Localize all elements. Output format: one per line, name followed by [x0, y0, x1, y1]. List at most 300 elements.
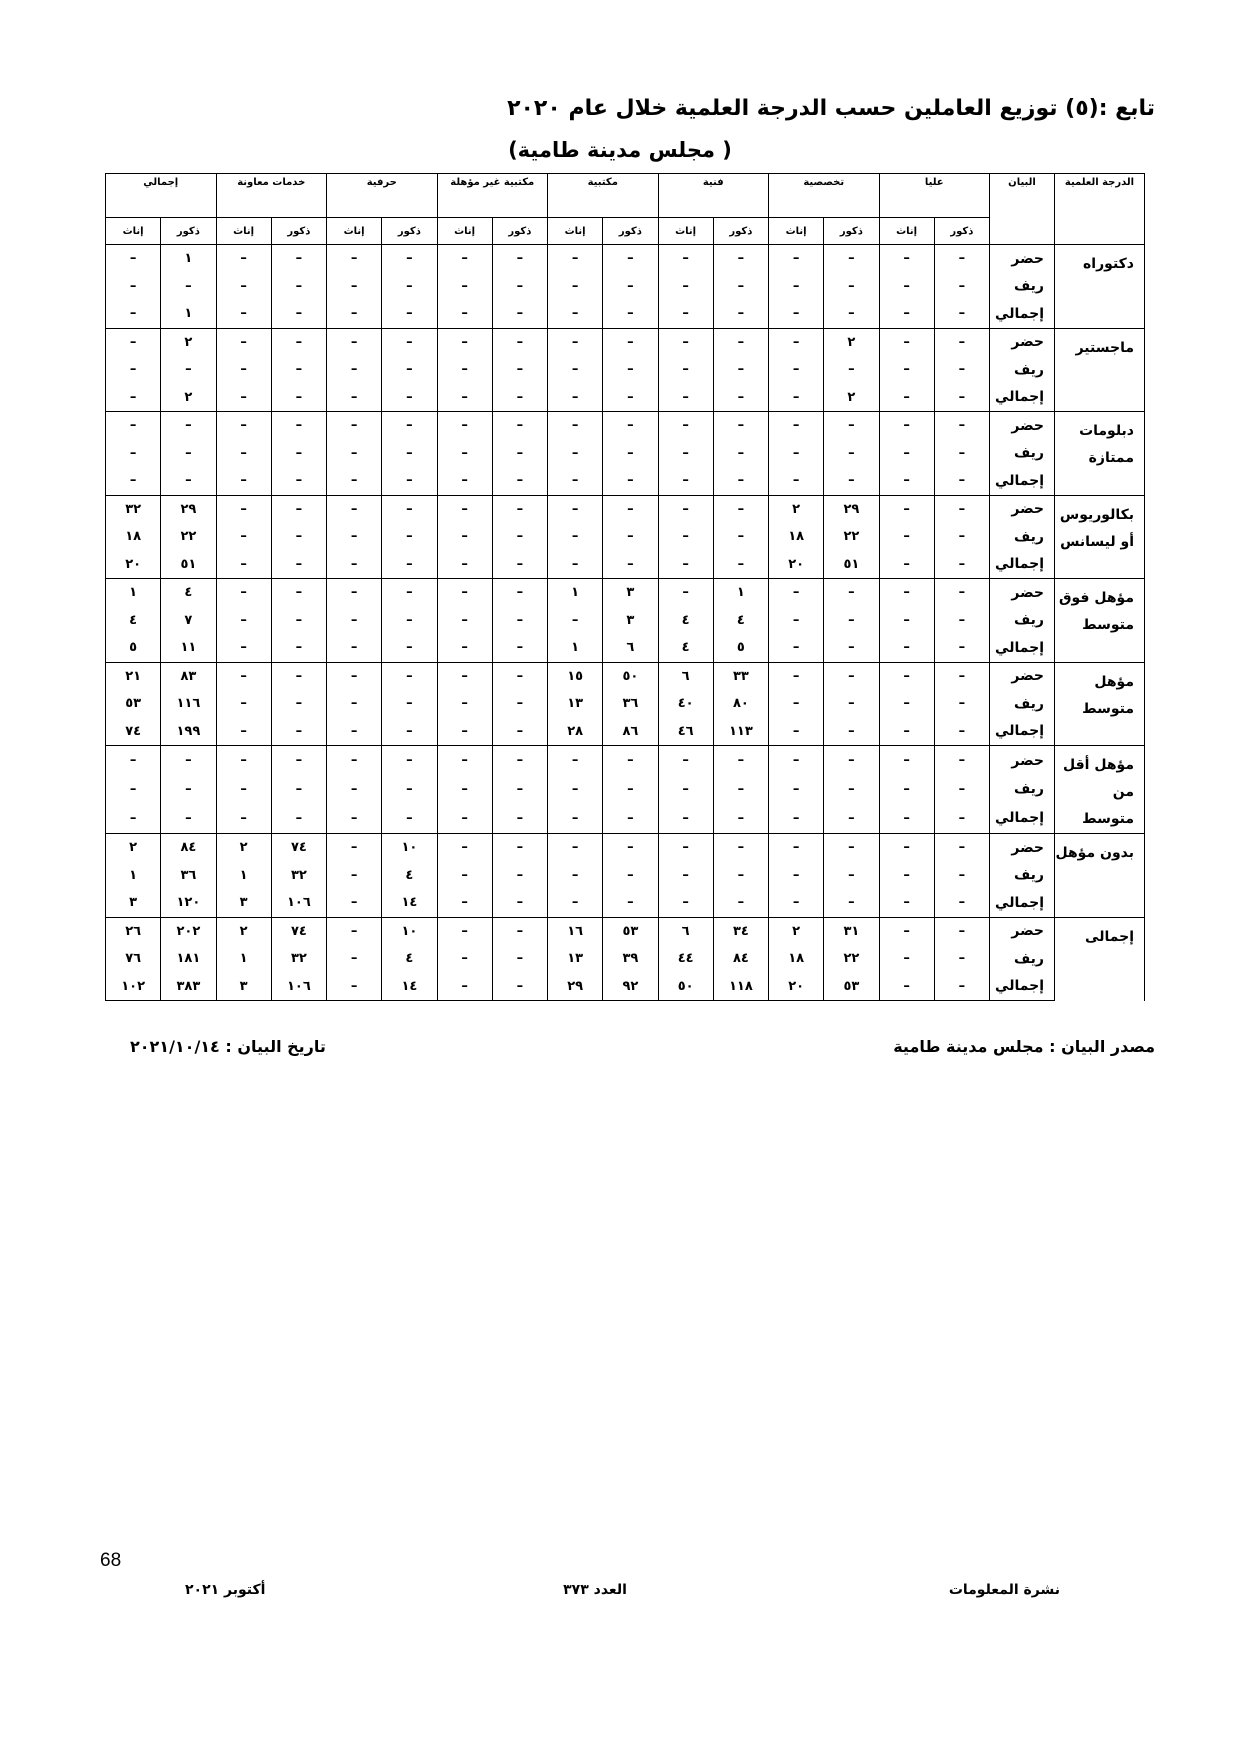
value-cell: – [161, 273, 216, 301]
value-cell: – [271, 607, 326, 635]
value-cell: – [216, 245, 271, 273]
value-cell: ٢٢ [824, 523, 879, 551]
degree-cell [1055, 746, 1145, 834]
value-cell: – [824, 634, 879, 662]
row-label: حضر [990, 662, 1055, 690]
table-row [106, 273, 1145, 301]
value-cell: – [879, 245, 934, 273]
value-cell: – [327, 300, 382, 328]
value-cell: – [216, 356, 271, 384]
header-male: ذكور [713, 218, 768, 245]
value-cell: – [492, 356, 547, 384]
value-cell: – [879, 889, 934, 917]
subheader-row [106, 218, 1145, 245]
value-cell: ١٢٠ [161, 889, 216, 917]
value-cell: – [382, 551, 437, 579]
value-cell: – [879, 746, 934, 776]
value-cell: – [437, 889, 492, 917]
value-cell: – [271, 273, 326, 301]
value-cell: – [271, 662, 326, 690]
value-cell: – [492, 973, 547, 1001]
value-cell: – [658, 579, 713, 607]
value-cell: – [603, 467, 658, 495]
value-cell: – [106, 412, 161, 440]
value-cell: – [437, 273, 492, 301]
value-cell: – [216, 300, 271, 328]
value-cell: – [437, 804, 492, 834]
value-cell: – [437, 917, 492, 945]
value-cell: – [271, 467, 326, 495]
value-cell: – [271, 690, 326, 718]
value-cell: – [824, 440, 879, 468]
value-cell: – [271, 328, 326, 356]
value-cell: – [713, 245, 768, 273]
value-cell: ٢٦ [106, 917, 161, 945]
value-cell: – [879, 775, 934, 804]
value-cell: ٢ [824, 384, 879, 412]
value-cell: – [271, 356, 326, 384]
value-cell: ١ [216, 945, 271, 973]
value-cell: – [492, 245, 547, 273]
value-cell: – [713, 440, 768, 468]
value-cell: ٥٠ [603, 662, 658, 690]
value-cell: – [382, 523, 437, 551]
row-label: حضر [990, 412, 1055, 440]
value-cell: – [216, 804, 271, 834]
header-male: ذكور [824, 218, 879, 245]
value-cell: ٢٠٢ [161, 917, 216, 945]
value-cell: – [106, 440, 161, 468]
value-cell: – [824, 273, 879, 301]
value-cell: – [769, 300, 824, 328]
value-cell: ٩٢ [603, 973, 658, 1001]
value-cell: – [769, 862, 824, 890]
value-cell: – [437, 356, 492, 384]
value-cell: ١ [548, 634, 603, 662]
value-cell: – [769, 245, 824, 273]
value-cell: ٣٦ [603, 690, 658, 718]
value-cell: – [713, 328, 768, 356]
value-cell: ٢ [216, 834, 271, 862]
value-cell: – [769, 356, 824, 384]
value-cell: – [106, 328, 161, 356]
value-cell: – [327, 579, 382, 607]
row-label: ريف [990, 273, 1055, 301]
value-cell: – [824, 662, 879, 690]
value-cell: – [879, 945, 934, 973]
value-cell: – [879, 834, 934, 862]
value-cell: – [382, 328, 437, 356]
value-cell: – [713, 356, 768, 384]
row-label: ريف [990, 945, 1055, 973]
value-cell: – [271, 440, 326, 468]
footer-date: أكتوبر ٢٠٢١ [185, 1582, 266, 1598]
header-male: ذكور [603, 218, 658, 245]
value-cell: – [437, 945, 492, 973]
value-cell: – [382, 300, 437, 328]
value-cell: – [769, 889, 824, 917]
row-label: إجمالي [990, 384, 1055, 412]
value-cell: – [879, 862, 934, 890]
value-cell: ١١ [161, 634, 216, 662]
row-label: إجمالي [990, 467, 1055, 495]
value-cell: – [879, 300, 934, 328]
value-cell: – [713, 862, 768, 890]
value-cell: – [216, 775, 271, 804]
value-cell: – [216, 412, 271, 440]
value-cell: – [934, 607, 989, 635]
value-cell: – [382, 690, 437, 718]
value-cell: – [769, 467, 824, 495]
value-cell: ١٨ [769, 523, 824, 551]
value-cell: – [437, 775, 492, 804]
value-cell: – [769, 834, 824, 862]
value-cell: ٣ [603, 579, 658, 607]
value-cell: ١٠ [382, 834, 437, 862]
value-cell: – [271, 804, 326, 834]
value-cell: ٣٩ [603, 945, 658, 973]
row-label: ريف [990, 862, 1055, 890]
value-cell: – [934, 495, 989, 523]
value-cell: – [934, 746, 989, 776]
row-label: ريف [990, 523, 1055, 551]
value-cell: ٣ [216, 889, 271, 917]
value-cell: ٢ [769, 495, 824, 523]
value-cell: ١١٣ [713, 718, 768, 746]
value-cell: – [382, 412, 437, 440]
row-label: إجمالي [990, 889, 1055, 917]
value-cell: – [658, 889, 713, 917]
degree-label: مؤهل فوق [1059, 590, 1134, 606]
value-cell: – [216, 634, 271, 662]
value-cell: – [106, 300, 161, 328]
table-row [106, 356, 1145, 384]
value-cell: ١ [106, 862, 161, 890]
value-cell: – [216, 718, 271, 746]
degree-label: أو ليسانس [1060, 533, 1134, 550]
value-cell: – [934, 945, 989, 973]
value-cell: ٨٤ [161, 834, 216, 862]
value-cell: – [271, 775, 326, 804]
value-cell: – [879, 579, 934, 607]
value-cell: ٣٢ [106, 495, 161, 523]
value-cell: – [603, 412, 658, 440]
header-female: إناث [548, 218, 603, 245]
value-cell: – [769, 718, 824, 746]
value-cell: – [824, 804, 879, 834]
value-cell: – [824, 579, 879, 607]
value-cell: – [437, 551, 492, 579]
value-cell: – [382, 804, 437, 834]
value-cell: – [327, 746, 382, 776]
row-label: ريف [990, 775, 1055, 804]
value-cell: – [382, 384, 437, 412]
degree-label: بكالوريوس [1059, 506, 1134, 523]
value-cell: – [658, 356, 713, 384]
table-row [106, 634, 1145, 662]
value-cell: – [437, 300, 492, 328]
value-cell: – [879, 634, 934, 662]
value-cell: – [824, 746, 879, 776]
value-cell: – [824, 300, 879, 328]
value-cell: – [713, 523, 768, 551]
value-cell: – [382, 440, 437, 468]
row-label: حضر [990, 746, 1055, 776]
value-cell: – [879, 917, 934, 945]
value-cell: – [548, 862, 603, 890]
value-cell: – [603, 746, 658, 776]
value-cell: – [548, 495, 603, 523]
value-cell: – [713, 889, 768, 917]
data-source: مصدر البيان : مجلس مدينة طامية [893, 1037, 1155, 1056]
value-cell: – [934, 579, 989, 607]
value-cell: ٣ [603, 607, 658, 635]
value-cell: ١ [548, 579, 603, 607]
value-cell: – [879, 551, 934, 579]
value-cell: ١٠٦ [271, 973, 326, 1001]
value-cell: – [327, 917, 382, 945]
value-cell: – [327, 523, 382, 551]
value-cell: ١٣ [548, 945, 603, 973]
header-male: ذكور [492, 218, 547, 245]
value-cell: ٢ [106, 834, 161, 862]
value-cell: – [492, 300, 547, 328]
header-female: إناث [437, 218, 492, 245]
header-female: إناث [769, 218, 824, 245]
value-cell: – [106, 273, 161, 301]
value-cell: ٥٠ [658, 973, 713, 1001]
header-group: عليا [879, 174, 990, 218]
value-cell: – [216, 607, 271, 635]
value-cell: ٢١ [106, 662, 161, 690]
value-cell: – [327, 804, 382, 834]
degree-cell [1055, 328, 1145, 412]
value-cell: – [437, 523, 492, 551]
value-cell: – [492, 889, 547, 917]
value-cell: – [161, 804, 216, 834]
value-cell: – [548, 245, 603, 273]
degree-label: دكتوراه [1083, 256, 1134, 272]
value-cell: – [327, 551, 382, 579]
header-group: مكتبية [548, 174, 659, 218]
table-row [106, 495, 1145, 523]
value-cell: – [934, 973, 989, 1001]
value-cell: – [658, 245, 713, 273]
value-cell: – [327, 440, 382, 468]
table-row [106, 412, 1145, 440]
value-cell: – [603, 273, 658, 301]
value-cell: – [327, 834, 382, 862]
value-cell: – [492, 551, 547, 579]
value-cell: – [437, 973, 492, 1001]
value-cell: – [271, 634, 326, 662]
value-cell: ٣٦ [161, 862, 216, 890]
value-cell: – [658, 804, 713, 834]
header-male: ذكور [934, 218, 989, 245]
value-cell: – [603, 523, 658, 551]
value-cell: – [327, 945, 382, 973]
value-cell: – [934, 634, 989, 662]
table-row [106, 551, 1145, 579]
header-degree: الدرجة العلمية [1055, 174, 1145, 245]
value-cell: – [603, 440, 658, 468]
value-cell: ٤ [658, 607, 713, 635]
value-cell: – [713, 746, 768, 776]
value-cell: – [879, 662, 934, 690]
value-cell: – [934, 917, 989, 945]
value-cell: – [492, 834, 547, 862]
degree-label: ماجستير [1075, 339, 1134, 356]
row-label: ريف [990, 690, 1055, 718]
row-label: حضر [990, 834, 1055, 862]
value-cell: – [216, 690, 271, 718]
value-cell: – [327, 862, 382, 890]
degree-cell [1055, 834, 1145, 918]
value-cell: ١٦ [548, 917, 603, 945]
value-cell: – [271, 579, 326, 607]
value-cell: ٧٦ [106, 945, 161, 973]
value-cell: – [492, 273, 547, 301]
value-cell: ٥ [713, 634, 768, 662]
value-cell: – [271, 523, 326, 551]
value-cell: – [769, 440, 824, 468]
table-row [106, 245, 1145, 273]
value-cell: – [658, 746, 713, 776]
value-cell: ٨٤ [713, 945, 768, 973]
value-cell: – [327, 973, 382, 1001]
value-cell: – [382, 467, 437, 495]
header-statement: البيان [990, 174, 1055, 245]
value-cell: – [437, 579, 492, 607]
value-cell: ١٩٩ [161, 718, 216, 746]
value-cell: – [934, 273, 989, 301]
table-row [106, 440, 1145, 468]
value-cell: – [327, 356, 382, 384]
degree-label: دبلومات [1079, 423, 1134, 439]
value-cell: – [271, 384, 326, 412]
value-cell: – [548, 607, 603, 635]
value-cell: – [603, 775, 658, 804]
value-cell: ١ [161, 300, 216, 328]
value-cell: – [437, 467, 492, 495]
value-cell: – [437, 412, 492, 440]
value-cell: – [106, 804, 161, 834]
value-cell: – [934, 300, 989, 328]
value-cell: – [271, 746, 326, 776]
value-cell: ٢٠ [769, 551, 824, 579]
table-row [106, 746, 1145, 776]
value-cell: – [216, 328, 271, 356]
value-cell: – [603, 862, 658, 890]
value-cell: ٤ [658, 634, 713, 662]
value-cell: – [492, 862, 547, 890]
header-female: إناث [106, 218, 161, 245]
value-cell: – [713, 300, 768, 328]
value-cell: – [658, 467, 713, 495]
value-cell: – [824, 775, 879, 804]
value-cell: – [934, 328, 989, 356]
value-cell: – [437, 440, 492, 468]
value-cell: ١٥ [548, 662, 603, 690]
degree-cell [1055, 412, 1145, 496]
degree-label: إجمالى [1085, 928, 1134, 945]
value-cell: ٧ [161, 607, 216, 635]
value-cell: – [769, 634, 824, 662]
value-cell: – [934, 356, 989, 384]
value-cell: ٣٤ [713, 917, 768, 945]
employees-table [105, 173, 1145, 1001]
value-cell: – [879, 607, 934, 635]
value-cell: – [603, 551, 658, 579]
row-label: حضر [990, 579, 1055, 607]
table-row [106, 607, 1145, 635]
value-cell: – [824, 467, 879, 495]
value-cell: ٥٣ [824, 973, 879, 1001]
table-row [106, 804, 1145, 834]
value-cell: ١٣ [548, 690, 603, 718]
value-cell: – [492, 775, 547, 804]
footer-publication: نشرة المعلومات [948, 1582, 1060, 1598]
value-cell: ٢٢ [824, 945, 879, 973]
degree-label: مؤهل أقل من [1063, 757, 1134, 800]
header-male: ذكور [271, 218, 326, 245]
value-cell: ٣١ [824, 917, 879, 945]
value-cell: – [603, 384, 658, 412]
value-cell: – [161, 467, 216, 495]
value-cell: ٣٢ [271, 862, 326, 890]
value-cell: – [713, 467, 768, 495]
value-cell: – [934, 690, 989, 718]
value-cell: – [658, 523, 713, 551]
degree-label: مؤهل متوسط [1082, 673, 1134, 717]
table-row [106, 862, 1145, 890]
value-cell: ٥٣ [106, 690, 161, 718]
value-cell: ٥١ [824, 551, 879, 579]
value-cell: ٢٠ [106, 551, 161, 579]
value-cell: – [492, 467, 547, 495]
value-cell: – [271, 718, 326, 746]
value-cell: – [934, 551, 989, 579]
table-row [106, 834, 1145, 862]
value-cell: – [658, 300, 713, 328]
value-cell: – [161, 775, 216, 804]
value-cell: – [934, 440, 989, 468]
value-cell: – [769, 384, 824, 412]
value-cell: – [879, 495, 934, 523]
value-cell: – [879, 356, 934, 384]
value-cell: – [492, 579, 547, 607]
table-row [106, 945, 1145, 973]
value-cell: – [492, 945, 547, 973]
value-cell: – [106, 356, 161, 384]
value-cell: – [934, 862, 989, 890]
value-cell: – [548, 356, 603, 384]
value-cell: – [327, 467, 382, 495]
value-cell: – [216, 662, 271, 690]
degree-cell [1055, 662, 1145, 746]
value-cell: – [161, 412, 216, 440]
degree-label: متوسط [1082, 811, 1134, 827]
table-row [106, 718, 1145, 746]
value-cell: ١٤ [382, 973, 437, 1001]
value-cell: – [934, 718, 989, 746]
value-cell: – [603, 328, 658, 356]
value-cell: – [548, 834, 603, 862]
degree-cell [1055, 917, 1145, 1001]
value-cell: – [769, 273, 824, 301]
value-cell: – [106, 467, 161, 495]
degree-cell [1055, 579, 1145, 663]
